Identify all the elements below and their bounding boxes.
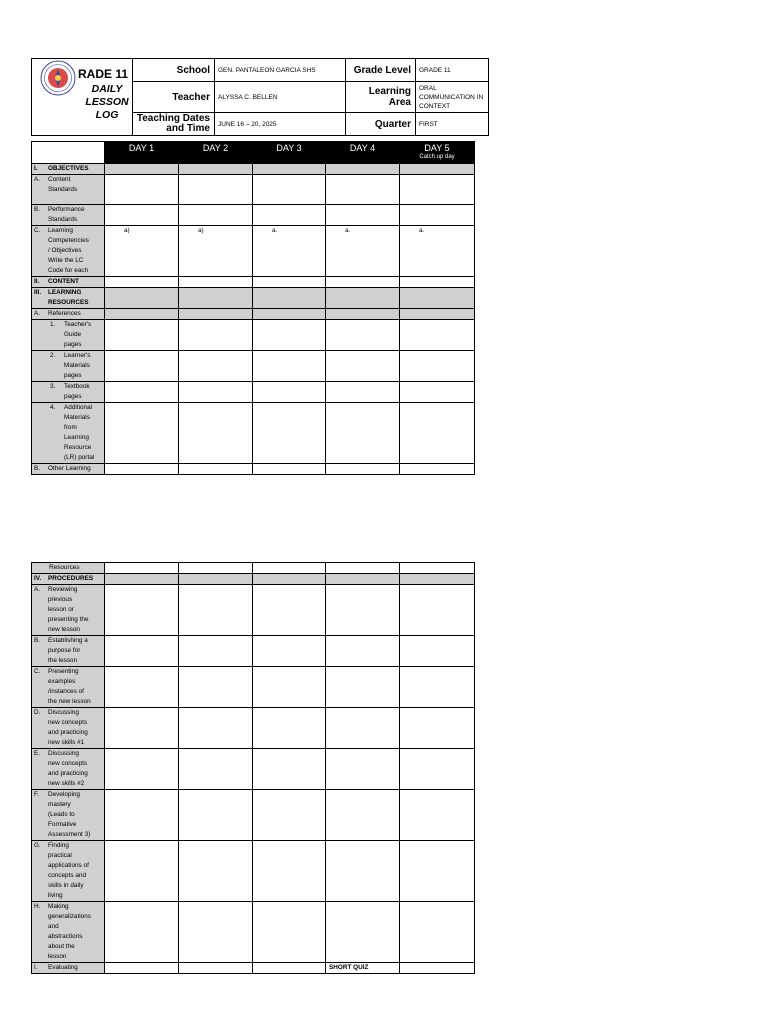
cell[interactable] [253, 382, 326, 403]
school-value: GEN. PANTALEON GARCIA SHS [215, 59, 346, 82]
textbook-pages-label [32, 382, 105, 403]
cell[interactable] [105, 205, 179, 226]
cell[interactable] [326, 902, 400, 963]
table-row [32, 585, 475, 636]
cell[interactable] [253, 790, 326, 841]
presenting-examples-label [32, 667, 105, 708]
cell[interactable] [253, 749, 326, 790]
cell[interactable] [400, 351, 475, 382]
table-row [32, 636, 475, 667]
cell[interactable] [253, 963, 326, 974]
lesson-log-table-part2 [31, 562, 475, 974]
row-num: 4. [50, 404, 56, 411]
label-line: Assessment 3) [48, 831, 91, 838]
cell[interactable] [179, 708, 253, 749]
label-line: new skills #2 [48, 780, 85, 787]
cell[interactable] [105, 464, 179, 475]
label-line: Materials [64, 362, 90, 369]
row-text: OBJECTIVES [48, 165, 89, 172]
cell[interactable] [253, 574, 326, 585]
practical-applications-label [32, 841, 105, 902]
row-num: 1. [50, 321, 56, 328]
label-line: presenting the [48, 616, 89, 623]
cell[interactable] [253, 403, 326, 464]
label-line: Write the LC [48, 257, 84, 264]
cell[interactable] [105, 585, 179, 636]
row-text: PROCEDURES [48, 575, 94, 582]
cell[interactable] [105, 963, 179, 974]
cell[interactable] [105, 708, 179, 749]
label-line: new concepts [48, 760, 88, 767]
cell[interactable] [179, 175, 253, 205]
cell[interactable] [400, 636, 475, 667]
label-line: Teacher's [64, 321, 92, 328]
label-line: lesson [48, 953, 67, 960]
cell[interactable] [179, 749, 253, 790]
cell[interactable] [400, 288, 475, 309]
content-standards-label [32, 175, 105, 205]
cell[interactable] [105, 749, 179, 790]
label-line: /instances of [48, 688, 84, 695]
grade-level-label: Grade Level [346, 59, 416, 82]
row-num: B. [34, 465, 41, 472]
cell[interactable] [105, 320, 179, 351]
lc-cell-day4[interactable]: a. [326, 226, 400, 277]
cell[interactable] [179, 790, 253, 841]
row-text [64, 382, 90, 402]
table-row [32, 309, 475, 320]
row-text [48, 902, 91, 962]
cell[interactable] [400, 175, 475, 205]
table-row [32, 667, 475, 708]
row-num: E. [34, 750, 41, 757]
label-line: / Objectives [48, 247, 82, 254]
cell[interactable] [400, 963, 475, 974]
label-line: generalizations [48, 913, 91, 920]
cell[interactable] [326, 288, 400, 309]
quarter-value: FIRST [416, 113, 489, 136]
row-num: IV. [34, 575, 42, 582]
label-line: abstractions [48, 933, 83, 940]
cell[interactable] [253, 636, 326, 667]
label-line: Competencies [48, 237, 89, 244]
cell[interactable] [326, 667, 400, 708]
row-text [48, 288, 88, 308]
label-line: mastery [48, 801, 71, 808]
performance-standards-label [32, 205, 105, 226]
label-line: and practicing [48, 770, 88, 777]
label-line: Textbook [64, 383, 90, 390]
cell[interactable] [179, 963, 253, 974]
cell[interactable] [400, 563, 475, 574]
teacher-label: Teacher [133, 82, 215, 113]
other-learning-label [32, 464, 105, 475]
cell[interactable] [400, 309, 475, 320]
cell[interactable] [105, 636, 179, 667]
cell[interactable] [105, 164, 179, 175]
label-line: LEARNING [48, 289, 82, 296]
cell[interactable] [400, 902, 475, 963]
row-num: C. [34, 668, 41, 675]
cell[interactable] [400, 464, 475, 475]
row-num: I. [34, 964, 38, 971]
row-text [48, 749, 88, 789]
reviewing-previous-lesson-label [32, 585, 105, 636]
cell[interactable] [400, 382, 475, 403]
cell[interactable] [326, 175, 400, 205]
cell[interactable] [400, 790, 475, 841]
cell[interactable] [179, 574, 253, 585]
cell[interactable] [253, 164, 326, 175]
label-line: Content [48, 176, 71, 183]
corner-cell [32, 142, 105, 164]
log-title-line: LESSON [85, 96, 129, 108]
cell[interactable] [326, 309, 400, 320]
label-line: Making [48, 903, 69, 910]
label-line: Materials [64, 414, 90, 421]
cell[interactable] [400, 749, 475, 790]
label-line: new skills #1 [48, 739, 85, 746]
label-line: Developing [48, 791, 80, 798]
cell[interactable] [326, 403, 400, 464]
row-num: H. [34, 903, 41, 910]
cell[interactable] [400, 667, 475, 708]
cell[interactable] [179, 309, 253, 320]
cell[interactable] [179, 288, 253, 309]
day5-title: DAY 5 [424, 143, 450, 153]
row-text [48, 175, 77, 195]
grade-title: RADE 11 [78, 67, 129, 81]
label-line: and [48, 923, 59, 930]
cell[interactable] [326, 277, 400, 288]
label-line: Reviewing [48, 586, 78, 593]
lesson-log-table-part1 [31, 141, 475, 475]
table-row [32, 841, 475, 902]
cell[interactable] [400, 403, 475, 464]
teacher-value: ALYSSA C. BELLEN [215, 82, 346, 113]
table-row [32, 902, 475, 963]
teaching-dates-label [133, 113, 215, 136]
label-line: Performance [48, 206, 85, 213]
cell[interactable] [179, 320, 253, 351]
table-row [32, 708, 475, 749]
cell[interactable] [326, 841, 400, 902]
table-row [32, 790, 475, 841]
cell[interactable] [400, 708, 475, 749]
row-text [64, 320, 91, 350]
day5-header [400, 142, 475, 164]
label-line: previous [48, 596, 73, 603]
cell[interactable] [179, 841, 253, 902]
cell[interactable] [179, 277, 253, 288]
lc-cell-day3[interactable]: a. [253, 226, 326, 277]
row-text: References [48, 310, 81, 317]
label-line: from [64, 424, 77, 431]
label-line: pages [64, 372, 82, 379]
cell[interactable] [326, 790, 400, 841]
label-line: the lesson [48, 657, 78, 664]
label-line: Standards [48, 186, 78, 193]
row-num: A. [34, 586, 41, 593]
cell[interactable] [105, 841, 179, 902]
row-num: B. [34, 206, 41, 213]
learning-area-value: ORAL COMMUNICATION IN CONTEXT [416, 82, 489, 113]
lc-cell-day1[interactable]: a) [105, 226, 179, 277]
cell[interactable] [105, 790, 179, 841]
cell[interactable] [179, 351, 253, 382]
row-text [48, 790, 90, 840]
log-title-line: DAILY [91, 83, 123, 95]
cell[interactable] [179, 667, 253, 708]
row-text [48, 667, 91, 707]
cell[interactable] [105, 351, 179, 382]
lc-cell-day2[interactable]: a) [179, 226, 253, 277]
table-row [32, 226, 475, 277]
lc-cell-day5[interactable]: a. [400, 226, 475, 277]
row-num: 2. [50, 352, 56, 359]
row-num: B. [34, 637, 41, 644]
label-line: Discussing [48, 750, 79, 757]
label-line: Learner's [64, 352, 91, 359]
label-line: and practicing [48, 729, 88, 736]
content-label [32, 277, 105, 288]
table-row [32, 382, 475, 403]
cell[interactable] [179, 382, 253, 403]
school-label: School [133, 59, 215, 82]
cell[interactable] [253, 708, 326, 749]
row-num: I. [34, 165, 38, 172]
generalizations-label [32, 902, 105, 963]
row-num: A. [34, 310, 41, 317]
row-text [48, 585, 89, 635]
teaching-dates-value: JUNE 16 – 20, 2025 [215, 113, 346, 136]
label-line: Additional [64, 404, 93, 411]
references-label [32, 309, 105, 320]
cell[interactable] [253, 585, 326, 636]
cell[interactable] [179, 563, 253, 574]
deped-seal-icon [40, 60, 76, 96]
table-row [32, 320, 475, 351]
label-line: living [48, 892, 63, 899]
grade-level-value: GRADE 11 [416, 59, 489, 82]
cell[interactable] [326, 205, 400, 226]
lesson-log-header [31, 58, 489, 136]
cell[interactable] [253, 320, 326, 351]
row-text: CONTENT [48, 278, 79, 285]
row-text [64, 403, 94, 463]
cell[interactable] [105, 175, 179, 205]
cell[interactable] [400, 841, 475, 902]
cell[interactable] [105, 574, 179, 585]
row-num: D. [34, 709, 41, 716]
day3-header: DAY 3 [253, 142, 326, 164]
cell[interactable] [253, 464, 326, 475]
label-line: new concepts [48, 719, 88, 726]
cell[interactable] [179, 403, 253, 464]
label-line: Standards [48, 216, 78, 223]
label-line: Learning [48, 227, 73, 234]
cell[interactable] [179, 902, 253, 963]
label-line: (Leads to [48, 811, 75, 818]
label-line: about the [48, 943, 75, 950]
row-text [64, 351, 90, 381]
daily-lesson-log-title [76, 83, 133, 122]
label-line: pages [64, 341, 82, 348]
cell[interactable] [326, 164, 400, 175]
cell[interactable] [179, 205, 253, 226]
cell[interactable] [253, 841, 326, 902]
label-line: Discussing [48, 709, 79, 716]
cell[interactable] [253, 563, 326, 574]
cell[interactable] [179, 164, 253, 175]
evaluating-label [32, 963, 105, 974]
objectives-label [32, 164, 105, 175]
table-row [32, 277, 475, 288]
day5-subtitle: Catch up day [419, 154, 455, 160]
label-line: practical [48, 852, 72, 859]
table-row [32, 205, 475, 226]
cell[interactable] [253, 902, 326, 963]
table-row [32, 563, 475, 574]
row-num: G. [34, 842, 41, 849]
row-text: Other Learning [48, 465, 91, 472]
cell[interactable] [326, 585, 400, 636]
row-num: II. [34, 278, 40, 285]
label-line: examples [48, 678, 76, 685]
label-line: Guide [64, 331, 82, 338]
row-num: A. [34, 176, 41, 183]
table-row [32, 963, 475, 974]
cell[interactable] [253, 309, 326, 320]
label-line: (LR) portal [64, 454, 95, 461]
cell[interactable] [105, 277, 179, 288]
row-text [48, 841, 89, 901]
cell[interactable] [400, 205, 475, 226]
learners-materials-label [32, 351, 105, 382]
label-line: RESOURCES [48, 299, 89, 306]
label-line: Presenting [48, 668, 79, 675]
cell[interactable] [253, 205, 326, 226]
label-line: Resource [64, 444, 92, 451]
log-title-line: LOG [95, 109, 119, 121]
cell[interactable] [105, 288, 179, 309]
table-row [32, 288, 475, 309]
label-line: skills in daily [48, 882, 84, 889]
cell[interactable] [253, 667, 326, 708]
cell[interactable] [326, 320, 400, 351]
teachers-guide-label [32, 320, 105, 351]
label-line: Finding [48, 842, 69, 849]
table-row [32, 175, 475, 205]
day2-header: DAY 2 [179, 142, 253, 164]
table-row [32, 351, 475, 382]
cell[interactable] [400, 164, 475, 175]
quarter-label: Quarter [346, 113, 416, 136]
row-text [48, 636, 88, 666]
establishing-purpose-label [32, 636, 105, 667]
cell[interactable] [105, 403, 179, 464]
cell[interactable] [179, 464, 253, 475]
label-line: applications of [48, 862, 89, 869]
label-line: pages [64, 393, 82, 400]
day1-header: DAY 1 [105, 142, 179, 164]
learning-competencies-label [32, 226, 105, 277]
label-line: the new lesson [48, 698, 91, 705]
cell[interactable] [253, 175, 326, 205]
label-line: Formative [48, 821, 77, 828]
row-num: C. [34, 227, 41, 234]
row-text [48, 205, 85, 225]
cell[interactable] [326, 708, 400, 749]
label-line: new lesson [48, 626, 80, 633]
cell[interactable] [326, 563, 400, 574]
cell[interactable] [105, 563, 179, 574]
row-num: F. [34, 791, 39, 798]
cell[interactable] [253, 277, 326, 288]
label-line: Code for each [48, 267, 89, 274]
cell[interactable] [326, 351, 400, 382]
additional-materials-label [32, 403, 105, 464]
cell[interactable] [326, 574, 400, 585]
cell[interactable] [400, 574, 475, 585]
short-quiz-cell[interactable]: SHORT QUIZ [326, 963, 400, 974]
label-line: concepts and [48, 872, 87, 879]
teaching-dates-label-line: and Time [166, 123, 210, 134]
cell[interactable] [179, 636, 253, 667]
label-line: lesson or [48, 606, 74, 613]
cell[interactable] [105, 382, 179, 403]
discussing-skills-2-label [32, 749, 105, 790]
row-num: III. [34, 289, 42, 296]
discussing-skills-1-label [32, 708, 105, 749]
cell[interactable] [326, 749, 400, 790]
cell[interactable] [253, 288, 326, 309]
row-num: 3. [50, 383, 56, 390]
cell[interactable] [400, 320, 475, 351]
table-row [32, 574, 475, 585]
cell[interactable] [253, 351, 326, 382]
row-text [48, 708, 88, 748]
other-learning-resources-cont-label: Resources [32, 563, 105, 574]
logo-cell [32, 59, 133, 136]
row-text: Evaluating [48, 964, 78, 971]
label-line: Establishing a [48, 637, 88, 644]
label-line: Learning [64, 434, 89, 441]
day4-header: DAY 4 [326, 142, 400, 164]
procedures-label [32, 574, 105, 585]
cell[interactable] [326, 464, 400, 475]
cell[interactable] [105, 902, 179, 963]
learning-area-label: Learning Area [346, 82, 416, 113]
cell[interactable] [105, 667, 179, 708]
developing-mastery-label [32, 790, 105, 841]
cell[interactable] [326, 382, 400, 403]
row-text [48, 226, 89, 276]
cell[interactable] [179, 585, 253, 636]
cell[interactable] [326, 636, 400, 667]
table-row [32, 749, 475, 790]
cell[interactable] [400, 585, 475, 636]
cell[interactable] [400, 277, 475, 288]
table-row [32, 403, 475, 464]
learning-resources-label [32, 288, 105, 309]
label-line: purpose for [48, 647, 81, 654]
table-row [32, 164, 475, 175]
table-row [32, 464, 475, 475]
teaching-dates-label-line: Teaching Dates [136, 113, 210, 124]
cell[interactable] [105, 309, 179, 320]
